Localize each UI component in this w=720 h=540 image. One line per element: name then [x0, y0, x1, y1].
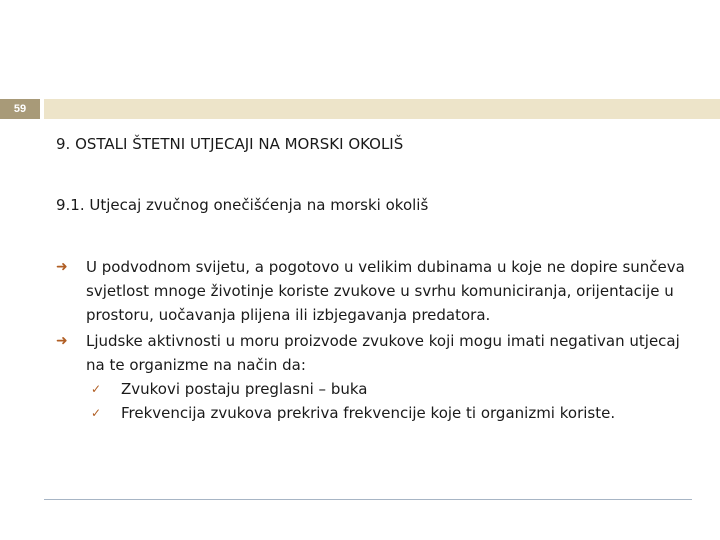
sub-bullet-text: Frekvencija zvukova prekriva frekvencije koje ti organizmi koriste.	[121, 404, 616, 422]
sub-bullet-text: Zvukovi postaju preglasni – buka	[121, 380, 368, 398]
arrow-icon: ➜	[56, 259, 68, 275]
footer-divider	[44, 499, 692, 500]
check-icon: ✓	[91, 406, 102, 420]
sub-bullet-list	[86, 377, 696, 425]
bullet-item	[56, 255, 696, 327]
bullet-list	[56, 255, 696, 427]
header-bar	[44, 99, 720, 119]
bullet-text: Ljudske aktivnosti u moru proizvode zvukove koji mogu imati negativan utjecaj na te organizme na način da:	[86, 332, 680, 374]
arrow-icon: ➜	[56, 333, 68, 349]
sub-bullet-item	[86, 401, 696, 425]
bullet-text: U podvodnom svijetu, a pogotovo u velikim dubinama u koje ne dopire sunčeva svjetlost mnoge životinje koriste zvukove u svrhu komuniciranja, orijentacije u prostoru, uočavanja plijena ili izbjegavanja predatora.	[86, 258, 685, 324]
bullet-item	[56, 329, 696, 425]
slide-number: 59	[0, 99, 40, 119]
slide-subheading: 9.1. Utjecaj zvučnog onečišćenja na morski okoliš	[56, 196, 429, 214]
slide-heading: 9. OSTALI ŠTETNI UTJECAJI NA MORSKI OKOLIŠ	[56, 135, 404, 153]
check-icon: ✓	[91, 382, 102, 396]
sub-bullet-item	[86, 377, 696, 401]
